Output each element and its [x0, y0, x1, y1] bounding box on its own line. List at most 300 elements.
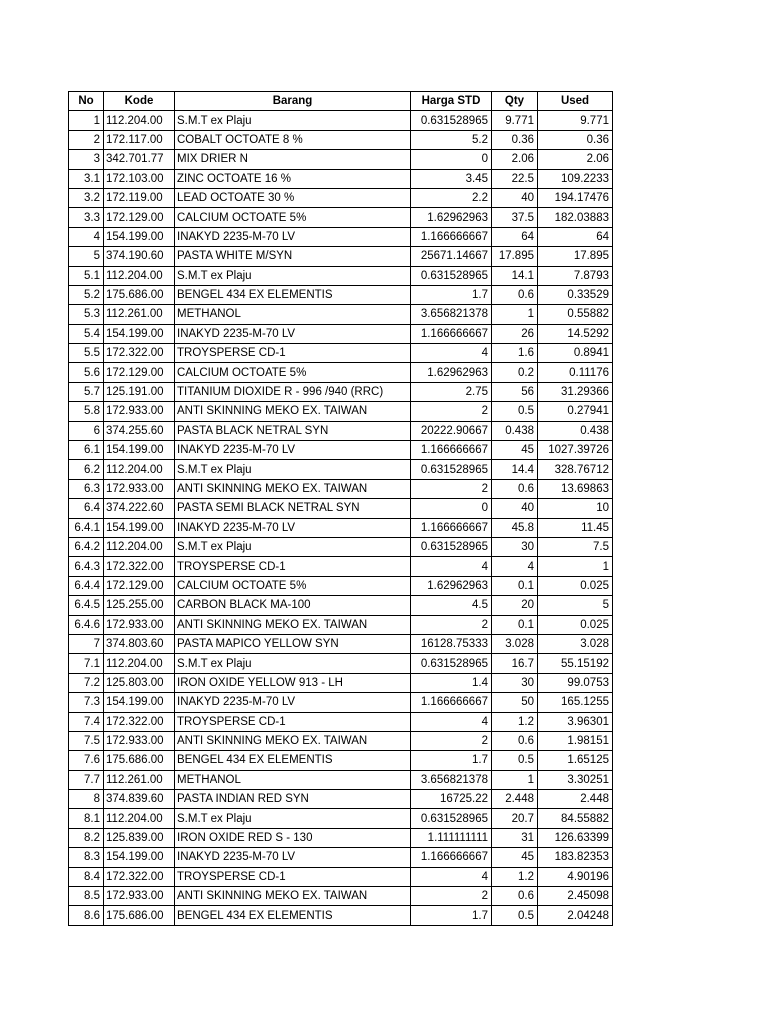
cell-kode: 112.204.00 — [104, 537, 175, 556]
cell-kode: 125.803.00 — [104, 673, 175, 692]
cell-barang: CARBON BLACK MA-100 — [175, 596, 411, 615]
cell-barang: TITANIUM DIOXIDE R - 996 /940 (RRC) — [175, 382, 411, 401]
cell-kode: 172.322.00 — [104, 557, 175, 576]
cell-barang: PASTA SEMI BLACK NETRAL SYN — [175, 499, 411, 518]
cell-qty: 45 — [492, 441, 538, 460]
cell-no: 7 — [69, 634, 104, 653]
cell-harga-std: 2.2 — [411, 188, 492, 207]
table-row — [69, 751, 613, 770]
table-row — [69, 887, 613, 906]
cell-barang: BENGEL 434 EX ELEMENTIS — [175, 751, 411, 770]
cell-kode: 172.117.00 — [104, 130, 175, 149]
cell-harga-std: 1.62962963 — [411, 576, 492, 595]
cell-barang: IRON OXIDE YELLOW 913 - LH — [175, 673, 411, 692]
cell-qty: 0.2 — [492, 363, 538, 382]
cell-kode: 374.222.60 — [104, 499, 175, 518]
table-header — [69, 92, 613, 111]
cell-barang: S.M.T ex Plaju — [175, 266, 411, 285]
cell-harga-std: 4 — [411, 557, 492, 576]
table-row — [69, 188, 613, 207]
cell-kode: 112.204.00 — [104, 111, 175, 130]
cell-qty: 17.895 — [492, 247, 538, 266]
cell-used: 0.025 — [538, 576, 613, 595]
table-row — [69, 790, 613, 809]
cell-qty: 9.771 — [492, 111, 538, 130]
cell-no: 8 — [69, 790, 104, 809]
cell-qty: 0.6 — [492, 731, 538, 750]
cell-barang: TROYSPERSE CD-1 — [175, 344, 411, 363]
cell-harga-std: 0.631528965 — [411, 809, 492, 828]
cell-no: 6.4.6 — [69, 615, 104, 634]
cell-qty: 0.5 — [492, 402, 538, 421]
cell-no: 5.2 — [69, 285, 104, 304]
cell-harga-std: 16725.22 — [411, 790, 492, 809]
table-row — [69, 867, 613, 886]
cell-barang: PASTA INDIAN RED SYN — [175, 790, 411, 809]
cell-barang: PASTA MAPICO YELLOW SYN — [175, 634, 411, 653]
cell-no: 6.1 — [69, 441, 104, 460]
cell-qty: 0.36 — [492, 130, 538, 149]
cell-qty: 31 — [492, 828, 538, 847]
cell-qty: 64 — [492, 227, 538, 246]
table-row — [69, 615, 613, 634]
cell-barang: CALCIUM OCTOATE 5% — [175, 576, 411, 595]
cell-used: 10 — [538, 499, 613, 518]
table-row — [69, 596, 613, 615]
cell-kode: 154.199.00 — [104, 227, 175, 246]
cell-qty: 16.7 — [492, 654, 538, 673]
cell-no: 5.3 — [69, 305, 104, 324]
cell-used: 165.1255 — [538, 693, 613, 712]
cell-harga-std: 4 — [411, 867, 492, 886]
cell-qty: 0.1 — [492, 576, 538, 595]
cell-no: 5.1 — [69, 266, 104, 285]
cell-qty: 40 — [492, 499, 538, 518]
cell-used: 0.55882 — [538, 305, 613, 324]
cell-harga-std: 4 — [411, 712, 492, 731]
cell-kode: 172.322.00 — [104, 344, 175, 363]
cell-qty: 3.028 — [492, 634, 538, 653]
cell-kode: 374.803.60 — [104, 634, 175, 653]
cell-harga-std: 1.166666667 — [411, 848, 492, 867]
cell-used: 2.448 — [538, 790, 613, 809]
cell-no: 2 — [69, 130, 104, 149]
cell-used: 3.028 — [538, 634, 613, 653]
cell-harga-std: 4.5 — [411, 596, 492, 615]
table-row — [69, 382, 613, 401]
cell-harga-std: 1.111111111 — [411, 828, 492, 847]
cell-kode: 172.322.00 — [104, 712, 175, 731]
cell-used: 0.11176 — [538, 363, 613, 382]
cell-used: 0.36 — [538, 130, 613, 149]
cell-no: 5.8 — [69, 402, 104, 421]
cell-kode: 154.199.00 — [104, 693, 175, 712]
cell-no: 5.6 — [69, 363, 104, 382]
cell-barang: TROYSPERSE CD-1 — [175, 867, 411, 886]
cell-qty: 0.5 — [492, 906, 538, 925]
cell-barang: TROYSPERSE CD-1 — [175, 712, 411, 731]
cell-no: 6.4.3 — [69, 557, 104, 576]
cell-barang: ANTI SKINNING MEKO EX. TAIWAN — [175, 479, 411, 498]
table-row — [69, 906, 613, 925]
cell-kode: 112.204.00 — [104, 809, 175, 828]
cell-used: 0.33529 — [538, 285, 613, 304]
cell-kode: 112.204.00 — [104, 266, 175, 285]
cell-qty: 1.6 — [492, 344, 538, 363]
cell-barang: S.M.T ex Plaju — [175, 537, 411, 556]
cell-qty: 1.2 — [492, 712, 538, 731]
cell-harga-std: 16128.75333 — [411, 634, 492, 653]
cell-no: 8.6 — [69, 906, 104, 925]
cell-barang: ANTI SKINNING MEKO EX. TAIWAN — [175, 887, 411, 906]
cell-qty: 20 — [492, 596, 538, 615]
cell-qty: 30 — [492, 537, 538, 556]
cell-qty: 14.4 — [492, 460, 538, 479]
cell-harga-std: 4 — [411, 344, 492, 363]
cell-no: 8.2 — [69, 828, 104, 847]
cell-qty: 26 — [492, 324, 538, 343]
cell-harga-std: 0.631528965 — [411, 266, 492, 285]
cell-kode: 172.322.00 — [104, 867, 175, 886]
cell-used: 14.5292 — [538, 324, 613, 343]
cell-kode: 172.103.00 — [104, 169, 175, 188]
cell-qty: 20.7 — [492, 809, 538, 828]
cell-used: 99.0753 — [538, 673, 613, 692]
cell-harga-std: 0 — [411, 150, 492, 169]
cell-used: 2.06 — [538, 150, 613, 169]
cell-harga-std: 20222.90667 — [411, 421, 492, 440]
table-row — [69, 441, 613, 460]
cell-harga-std: 2.75 — [411, 382, 492, 401]
cell-barang: INAKYD 2235-M-70 LV — [175, 227, 411, 246]
table-row — [69, 673, 613, 692]
table-row — [69, 731, 613, 750]
cell-used: 0.27941 — [538, 402, 613, 421]
cell-kode: 154.199.00 — [104, 518, 175, 537]
cell-used: 328.76712 — [538, 460, 613, 479]
cell-no: 6.4 — [69, 499, 104, 518]
header-no: No — [69, 92, 104, 111]
table-row — [69, 654, 613, 673]
cell-qty: 45.8 — [492, 518, 538, 537]
table-row — [69, 363, 613, 382]
cell-used: 2.45098 — [538, 887, 613, 906]
cell-used: 7.8793 — [538, 266, 613, 285]
cell-no: 7.5 — [69, 731, 104, 750]
cell-used: 0.025 — [538, 615, 613, 634]
cell-qty: 1 — [492, 770, 538, 789]
cell-qty: 0.6 — [492, 887, 538, 906]
cell-kode: 172.933.00 — [104, 402, 175, 421]
cell-kode: 374.255.60 — [104, 421, 175, 440]
cell-kode: 175.686.00 — [104, 751, 175, 770]
cell-kode: 175.686.00 — [104, 285, 175, 304]
cell-harga-std: 1.166666667 — [411, 518, 492, 537]
cell-kode: 172.119.00 — [104, 188, 175, 207]
cell-barang: COBALT OCTOATE 8 % — [175, 130, 411, 149]
cell-barang: ZINC OCTOATE 16 % — [175, 169, 411, 188]
cell-barang: INAKYD 2235-M-70 LV — [175, 848, 411, 867]
cell-barang: MIX DRIER N — [175, 150, 411, 169]
cell-used: 3.30251 — [538, 770, 613, 789]
cell-no: 1 — [69, 111, 104, 130]
cell-used: 194.17476 — [538, 188, 613, 207]
cell-no: 6.4.1 — [69, 518, 104, 537]
cell-used: 4.90196 — [538, 867, 613, 886]
header-barang: Barang — [175, 92, 411, 111]
table-row — [69, 499, 613, 518]
cell-kode: 154.199.00 — [104, 848, 175, 867]
cell-no: 7.2 — [69, 673, 104, 692]
table-row — [69, 828, 613, 847]
cell-used: 64 — [538, 227, 613, 246]
header-qty: Qty — [492, 92, 538, 111]
cell-qty: 45 — [492, 848, 538, 867]
table-row — [69, 227, 613, 246]
cell-barang: ANTI SKINNING MEKO EX. TAIWAN — [175, 731, 411, 750]
cell-no: 6.2 — [69, 460, 104, 479]
cell-harga-std: 2 — [411, 615, 492, 634]
table-row — [69, 518, 613, 537]
cell-kode: 342.701.77 — [104, 150, 175, 169]
cell-barang: S.M.T ex Plaju — [175, 654, 411, 673]
cell-used: 182.03883 — [538, 208, 613, 227]
table-row — [69, 848, 613, 867]
cell-no: 7.1 — [69, 654, 104, 673]
cell-qty: 0.6 — [492, 285, 538, 304]
cell-no: 3.3 — [69, 208, 104, 227]
cell-used: 5 — [538, 596, 613, 615]
cell-qty: 56 — [492, 382, 538, 401]
cell-qty: 37.5 — [492, 208, 538, 227]
cell-harga-std: 1.4 — [411, 673, 492, 692]
cell-no: 6.4.4 — [69, 576, 104, 595]
cell-harga-std: 0.631528965 — [411, 460, 492, 479]
cell-kode: 172.933.00 — [104, 615, 175, 634]
cell-no: 8.1 — [69, 809, 104, 828]
cell-kode: 112.204.00 — [104, 460, 175, 479]
cell-no: 8.5 — [69, 887, 104, 906]
cell-kode: 125.191.00 — [104, 382, 175, 401]
cell-qty: 14.1 — [492, 266, 538, 285]
cell-no: 8.3 — [69, 848, 104, 867]
table-row — [69, 130, 613, 149]
cell-harga-std: 1.62962963 — [411, 208, 492, 227]
cell-no: 5.7 — [69, 382, 104, 401]
cell-harga-std: 1.7 — [411, 906, 492, 925]
cell-used: 55.15192 — [538, 654, 613, 673]
cell-harga-std: 1.166666667 — [411, 324, 492, 343]
table-row — [69, 324, 613, 343]
cell-no: 3.1 — [69, 169, 104, 188]
table-row — [69, 421, 613, 440]
cell-qty: 22.5 — [492, 169, 538, 188]
cell-barang: INAKYD 2235-M-70 LV — [175, 324, 411, 343]
cell-no: 6.4.2 — [69, 537, 104, 556]
cell-kode: 172.933.00 — [104, 731, 175, 750]
cell-harga-std: 1.166666667 — [411, 227, 492, 246]
cell-used: 2.04248 — [538, 906, 613, 925]
cell-barang: ANTI SKINNING MEKO EX. TAIWAN — [175, 402, 411, 421]
cell-qty: 2.448 — [492, 790, 538, 809]
cell-barang: TROYSPERSE CD-1 — [175, 557, 411, 576]
cell-barang: LEAD OCTOATE 30 % — [175, 188, 411, 207]
header-used: Used — [538, 92, 613, 111]
cell-kode: 154.199.00 — [104, 441, 175, 460]
cell-barang: S.M.T ex Plaju — [175, 111, 411, 130]
cell-qty: 50 — [492, 693, 538, 712]
cell-used: 1 — [538, 557, 613, 576]
header-row — [69, 92, 613, 111]
cell-qty: 40 — [492, 188, 538, 207]
cell-kode: 112.261.00 — [104, 770, 175, 789]
cell-qty: 1 — [492, 305, 538, 324]
cell-used: 31.29366 — [538, 382, 613, 401]
cell-harga-std: 1.166666667 — [411, 693, 492, 712]
cell-no: 7.3 — [69, 693, 104, 712]
cell-harga-std: 0.631528965 — [411, 654, 492, 673]
table-row — [69, 150, 613, 169]
cell-barang: INAKYD 2235-M-70 LV — [175, 518, 411, 537]
cell-no: 3.2 — [69, 188, 104, 207]
cell-harga-std: 2 — [411, 731, 492, 750]
cell-harga-std: 0 — [411, 499, 492, 518]
cell-no: 5 — [69, 247, 104, 266]
cell-kode: 112.261.00 — [104, 305, 175, 324]
cell-barang: CALCIUM OCTOATE 5% — [175, 363, 411, 382]
cell-no: 7.6 — [69, 751, 104, 770]
material-usage-table — [68, 91, 613, 926]
cell-kode: 374.190.60 — [104, 247, 175, 266]
cell-no: 7.4 — [69, 712, 104, 731]
header-kode: Kode — [104, 92, 175, 111]
cell-kode: 172.129.00 — [104, 208, 175, 227]
cell-used: 0.438 — [538, 421, 613, 440]
cell-kode: 125.255.00 — [104, 596, 175, 615]
cell-no: 3 — [69, 150, 104, 169]
cell-harga-std: 1.62962963 — [411, 363, 492, 382]
table-row — [69, 247, 613, 266]
table-row — [69, 557, 613, 576]
cell-barang: S.M.T ex Plaju — [175, 809, 411, 828]
cell-barang: CALCIUM OCTOATE 5% — [175, 208, 411, 227]
cell-harga-std: 0.631528965 — [411, 537, 492, 556]
cell-harga-std: 2 — [411, 479, 492, 498]
cell-used: 126.63399 — [538, 828, 613, 847]
table-row — [69, 111, 613, 130]
cell-harga-std: 3.656821378 — [411, 305, 492, 324]
cell-qty: 2.06 — [492, 150, 538, 169]
table-row — [69, 537, 613, 556]
cell-harga-std: 3.656821378 — [411, 770, 492, 789]
cell-barang: METHANOL — [175, 305, 411, 324]
table-row — [69, 693, 613, 712]
cell-used: 84.55882 — [538, 809, 613, 828]
cell-qty: 0.1 — [492, 615, 538, 634]
cell-barang: IRON OXIDE RED S - 130 — [175, 828, 411, 847]
cell-harga-std: 2 — [411, 887, 492, 906]
cell-kode: 175.686.00 — [104, 906, 175, 925]
cell-barang: S.M.T ex Plaju — [175, 460, 411, 479]
cell-harga-std: 1.7 — [411, 751, 492, 770]
cell-used: 9.771 — [538, 111, 613, 130]
cell-no: 6.4.5 — [69, 596, 104, 615]
table-row — [69, 208, 613, 227]
header-harga-std: Harga STD — [411, 92, 492, 111]
cell-kode: 172.129.00 — [104, 576, 175, 595]
cell-used: 0.8941 — [538, 344, 613, 363]
table-row — [69, 169, 613, 188]
cell-kode: 154.199.00 — [104, 324, 175, 343]
cell-used: 109.2233 — [538, 169, 613, 188]
table-row — [69, 402, 613, 421]
cell-used: 1.98151 — [538, 731, 613, 750]
cell-barang: BENGEL 434 EX ELEMENTIS — [175, 906, 411, 925]
cell-barang: BENGEL 434 EX ELEMENTIS — [175, 285, 411, 304]
cell-used: 1.65125 — [538, 751, 613, 770]
cell-qty: 1.2 — [492, 867, 538, 886]
cell-kode: 172.129.00 — [104, 363, 175, 382]
cell-barang: ANTI SKINNING MEKO EX. TAIWAN — [175, 615, 411, 634]
cell-no: 4 — [69, 227, 104, 246]
table-row — [69, 344, 613, 363]
table-body — [69, 111, 613, 925]
cell-used: 3.96301 — [538, 712, 613, 731]
cell-no: 5.5 — [69, 344, 104, 363]
table-row — [69, 460, 613, 479]
cell-used: 11.45 — [538, 518, 613, 537]
table-row — [69, 266, 613, 285]
cell-kode: 172.933.00 — [104, 887, 175, 906]
cell-kode: 374.839.60 — [104, 790, 175, 809]
cell-harga-std: 3.45 — [411, 169, 492, 188]
table-row — [69, 305, 613, 324]
cell-used: 7.5 — [538, 537, 613, 556]
table-row — [69, 285, 613, 304]
cell-qty: 30 — [492, 673, 538, 692]
cell-harga-std: 1.166666667 — [411, 441, 492, 460]
table-row — [69, 479, 613, 498]
cell-harga-std: 25671.14667 — [411, 247, 492, 266]
cell-barang: INAKYD 2235-M-70 LV — [175, 441, 411, 460]
cell-barang: INAKYD 2235-M-70 LV — [175, 693, 411, 712]
cell-barang: PASTA BLACK NETRAL SYN — [175, 421, 411, 440]
cell-kode: 172.933.00 — [104, 479, 175, 498]
table-row — [69, 576, 613, 595]
cell-no: 6.3 — [69, 479, 104, 498]
table-row — [69, 634, 613, 653]
cell-qty: 0.6 — [492, 479, 538, 498]
cell-used: 1027.39726 — [538, 441, 613, 460]
cell-harga-std: 1.7 — [411, 285, 492, 304]
cell-no: 5.4 — [69, 324, 104, 343]
cell-no: 7.7 — [69, 770, 104, 789]
table-row — [69, 712, 613, 731]
cell-qty: 0.5 — [492, 751, 538, 770]
cell-no: 6 — [69, 421, 104, 440]
cell-kode: 125.839.00 — [104, 828, 175, 847]
cell-harga-std: 5.2 — [411, 130, 492, 149]
cell-qty: 0.438 — [492, 421, 538, 440]
cell-used: 183.82353 — [538, 848, 613, 867]
cell-barang: PASTA WHITE M/SYN — [175, 247, 411, 266]
cell-used: 17.895 — [538, 247, 613, 266]
cell-kode: 112.204.00 — [104, 654, 175, 673]
table-row — [69, 809, 613, 828]
table-row — [69, 770, 613, 789]
cell-qty: 4 — [492, 557, 538, 576]
cell-used: 13.69863 — [538, 479, 613, 498]
